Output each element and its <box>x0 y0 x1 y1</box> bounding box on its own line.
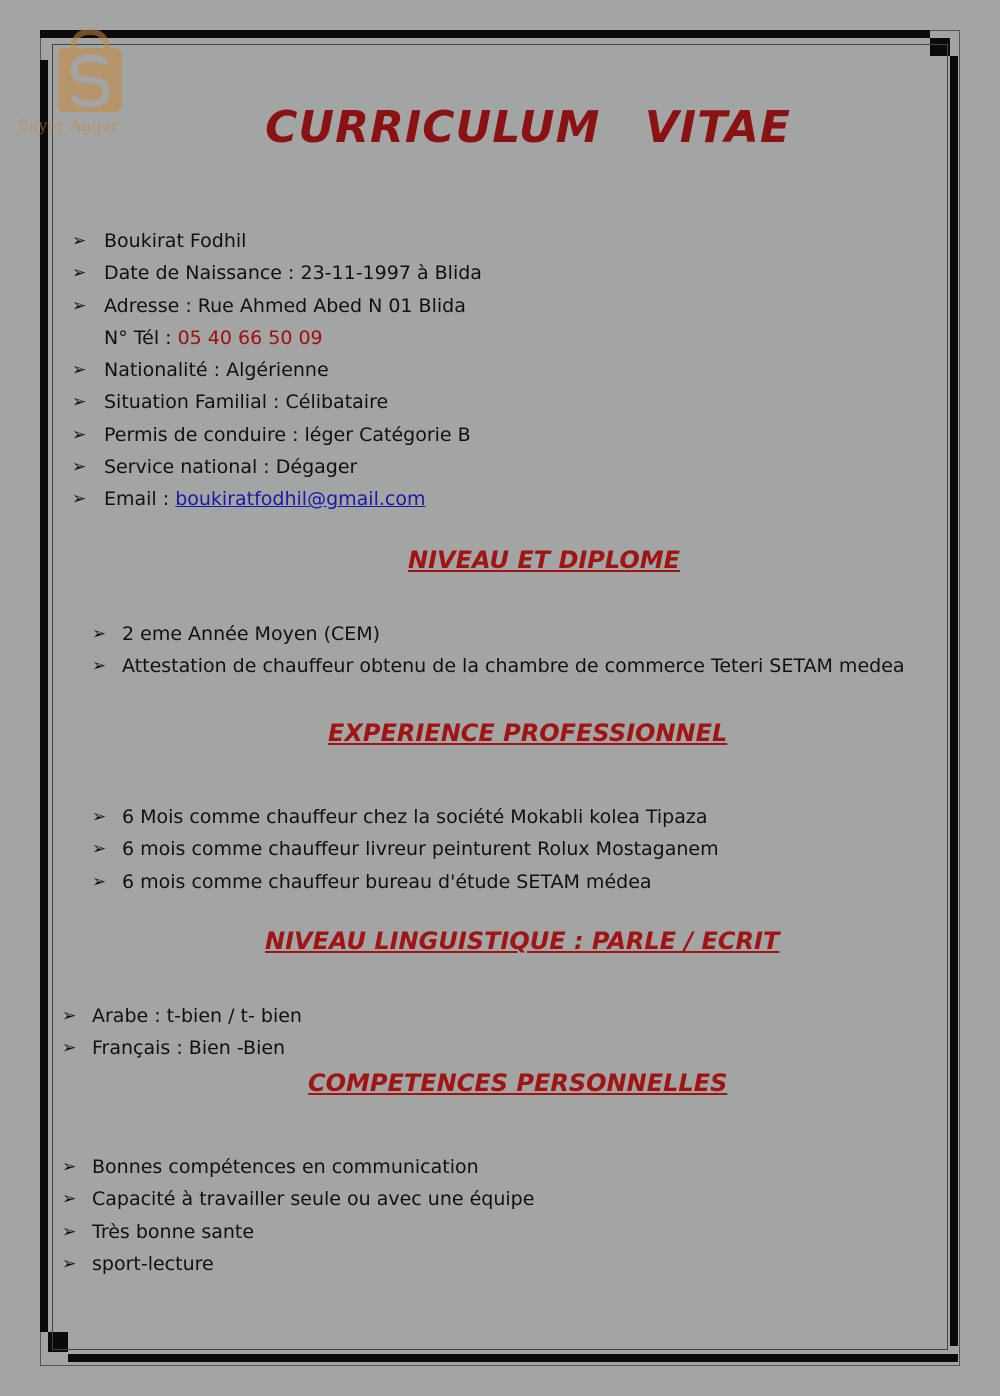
experience-item-text: 6 mois comme chauffeur bureau d'étude SETAM médea <box>122 870 652 893</box>
border-bar-bottom <box>68 1354 958 1362</box>
watermark-logo-text: Sayer Agger <box>18 116 119 135</box>
nationality-value: Algérienne <box>226 359 329 382</box>
skills-list <box>62 1151 534 1280</box>
experience-item-text: 6 mois comme chauffeur livreur peinturent Rolux Mostaganem <box>122 838 719 861</box>
skills-heading: COMPETENCES PERSONNELLES <box>308 1069 728 1097</box>
arrow-bullet-icon: ➢ <box>62 1221 77 1242</box>
list-item-service <box>72 451 482 483</box>
list-item-license <box>72 419 482 451</box>
list-item-address <box>72 290 482 322</box>
experience-heading: EXPERIENCE PROFESSIONNEL <box>328 719 728 747</box>
list-item <box>62 1000 302 1032</box>
arrow-bullet-icon: ➢ <box>62 1189 77 1210</box>
list-item <box>92 618 905 650</box>
skill-item-text: Bonnes compétences en communication <box>92 1156 479 1178</box>
experience-item-text: 6 Mois comme chauffeur chez la société Mokabli kolea Tipaza <box>122 806 708 828</box>
arrow-bullet-icon: ➢ <box>72 457 87 478</box>
email-label: Email : <box>104 488 176 511</box>
list-item-family <box>72 386 482 418</box>
arrow-bullet-icon: ➢ <box>92 624 107 644</box>
arrow-bullet-icon: ➢ <box>72 489 87 510</box>
list-item <box>62 1183 534 1215</box>
skill-item-text: Très bonne sante <box>92 1220 255 1243</box>
arrow-bullet-icon: ➢ <box>92 656 107 677</box>
page-title: CURRICULUM VITAE <box>265 102 791 153</box>
birth-value: 23-11-1997 à Blida <box>300 262 482 285</box>
education-item-text: 2 eme Année Moyen (CEM) <box>122 623 381 645</box>
arrow-bullet-icon: ➢ <box>72 392 87 413</box>
list-item-phone <box>72 322 482 354</box>
arrow-bullet-icon: ➢ <box>72 263 87 284</box>
arrow-bullet-icon: ➢ <box>92 871 107 892</box>
languages-list <box>62 1000 302 1065</box>
skill-item-text: Capacité à travailler seule ou avec une équipe <box>92 1188 535 1211</box>
arrow-bullet-icon: ➢ <box>62 1253 77 1274</box>
list-item <box>62 1151 534 1183</box>
education-heading: NIVEAU ET DIPLOME <box>408 546 681 574</box>
arrow-bullet-icon: ➢ <box>72 360 87 381</box>
list-item <box>62 1216 534 1248</box>
language-item-text: Arabe : t-bien / t- bien <box>92 1005 302 1027</box>
birth-label: Date de Naissance : <box>104 262 301 285</box>
address-label: Adresse : <box>104 294 198 317</box>
list-item-birth <box>72 257 482 289</box>
email-link[interactable]: boukiratfodhil@gmail.com <box>175 488 426 511</box>
skill-item-text: sport-lecture <box>92 1252 214 1275</box>
arrow-bullet-icon: ➢ <box>62 1006 77 1026</box>
arrow-bullet-icon: ➢ <box>72 231 87 251</box>
arrow-bullet-icon: ➢ <box>72 424 87 445</box>
service-label: Service national : <box>104 456 276 479</box>
license-label: Permis de conduire : <box>104 423 305 446</box>
phone-label: N° Tél : <box>104 326 178 349</box>
list-item <box>92 801 719 833</box>
address-value: Rue Ahmed Abed N 01 Blida <box>197 294 466 317</box>
family-value: Célibataire <box>285 391 389 414</box>
family-label: Situation Familial : <box>104 391 286 414</box>
list-item <box>62 1032 302 1064</box>
license-value: léger Catégorie B <box>304 423 471 446</box>
list-item-name <box>72 225 482 257</box>
arrow-bullet-icon: ➢ <box>62 1038 77 1059</box>
arrow-bullet-icon: ➢ <box>92 807 107 827</box>
nationality-label: Nationalité : <box>104 359 227 382</box>
border-bar-left <box>40 60 48 1332</box>
education-item-text: Attestation de chauffeur obtenu de la chambre de commerce Teteri SETAM medea <box>122 655 905 678</box>
border-bar-right <box>950 56 958 1346</box>
languages-heading: NIVEAU LINGUISTIQUE : PARLE / ECRIT <box>265 927 780 955</box>
phone-value: 05 40 66 50 09 <box>177 326 323 349</box>
list-item <box>62 1248 534 1280</box>
list-item-nationality <box>72 354 482 386</box>
arrow-bullet-icon: ➢ <box>62 1157 77 1177</box>
list-item-email <box>72 483 482 515</box>
experience-list <box>92 801 719 898</box>
full-name: Boukirat Fodhil <box>104 230 247 252</box>
personal-info-list <box>72 225 482 516</box>
border-bar-top <box>40 30 930 38</box>
arrow-bullet-icon: ➢ <box>92 839 107 860</box>
service-value: Dégager <box>275 456 358 479</box>
education-list <box>92 618 905 683</box>
list-item <box>92 833 719 865</box>
list-item <box>92 866 719 898</box>
arrow-bullet-icon: ➢ <box>72 295 87 316</box>
language-item-text: Français : Bien -Bien <box>92 1037 286 1060</box>
list-item <box>92 650 905 682</box>
